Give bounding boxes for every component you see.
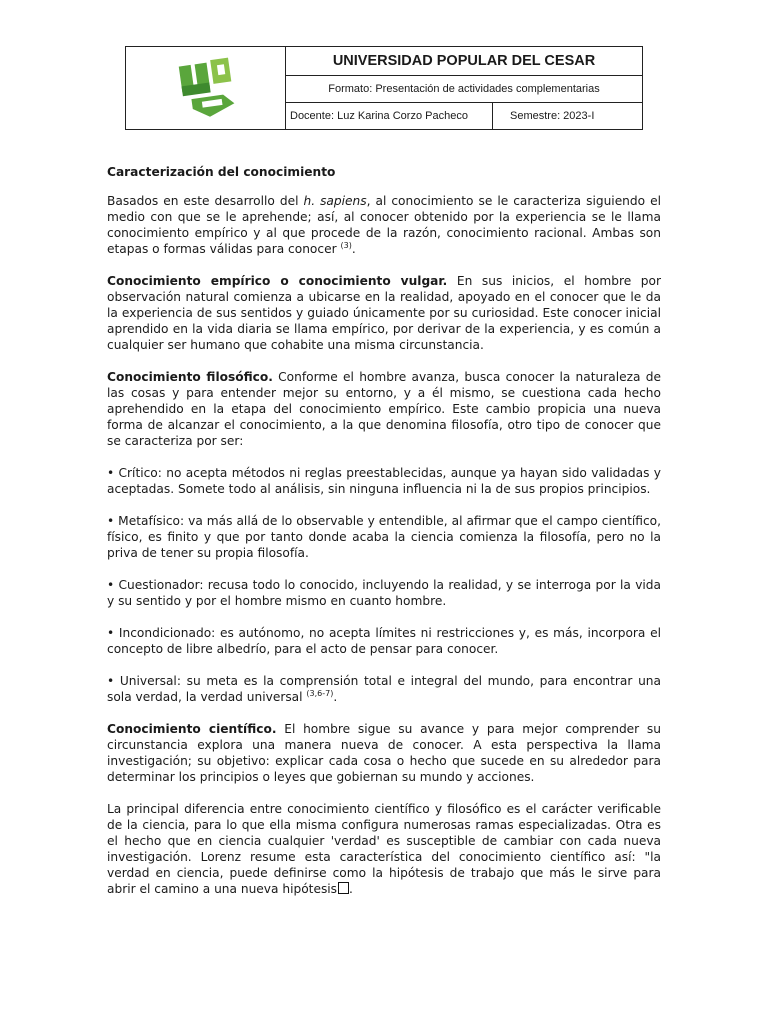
universal-end: . <box>333 690 338 704</box>
filosofico-label: Conocimiento filosófico. <box>107 370 273 384</box>
intro-paragraph <box>107 193 661 257</box>
cientifico-text: El hombre sigue su avance y para mejor comprender su circunstancia explora una manera nueva de conocer. A esta perspectiva la llama investigación; su objetivo: explicar cada cosa o hecho que sucede en su alrededor para determinar los principios o leyes que gobiernan su mundo y acciones. <box>107 722 662 784</box>
intro-end: . <box>351 242 356 256</box>
bullet-cuestionador: • Cuestionador: recusa todo lo conocido, incluyendo la realidad, y se interroga por la vida y su sentido y por el hombre mismo en cuanto hombre. <box>107 578 661 608</box>
intro-text-b: , al conocimiento se le caracteriza siguiendo el medio con que se le aprehende; así, al conocer obtenido por la experiencia se le llama conocimiento empírico y al que procede de la razón, conocimiento racional. Ambas son etapas o formas válidas para conocer <box>107 194 661 256</box>
final-text: La principal diferencia entre conocimiento científico y filosófico es el carácter verificable de la ciencia, para lo que ella misma configura numerosas ramas especializadas. Otra es el hecho que en ciencia cualquier 'verdad' es susceptible de cambiar con cada nueva investigación. Lorenz resume esta característica del conocimiento científico así: "la verdad en ciencia, puede definirse como la hipótesis de trabajo que más le sirve para abrir el camino a una nueva hipótesis <box>107 802 661 896</box>
format-label: Formato: Presentación de actividades complementarias <box>286 76 642 103</box>
semester-label: Semestre: 2023-I <box>510 110 595 122</box>
bullet-universal <box>107 673 661 705</box>
universal-reference: (3,6-7) <box>306 689 334 698</box>
universal-text: • Universal: su meta es la comprensión total e integral del mundo, para encontrar una sola verdad, la verdad universal <box>107 674 661 704</box>
intro-text-a: Basados en este desarrollo del <box>107 194 304 208</box>
bullet-metafisico: • Metafísico: va más allá de lo observable y entendible, al afirmar que el campo científico, físico, es finito y que por tanto donde acaba la ciencia comienza la filosofía, pero no la priva de tener su propia filosofía. <box>107 514 661 560</box>
teacher-label: Docente: Luz Karina Corzo Pacheco <box>286 103 493 129</box>
logo-cell <box>126 47 286 129</box>
bullet-critico: • Crítico: no acepta métodos ni reglas preestablecidas, aunque ya hayan sido validadas y aceptadas. Somete todo al análisis, sin ninguna influencia ni la de sus propios principios. <box>107 466 661 496</box>
empirico-text: En sus inicios, el hombre por observación natural comienza a ubicarse en la realidad, apoyado en el conocer que le da la experiencia de sus sentidos y guiado únicamente por su curiosidad. Este conocer inicial aprendido en la vida diaria se llama empírico, por derivar de la experiencia, y es común a cualquier ser humano que cohabite una misma circunstancia. <box>107 274 661 352</box>
filosofico-text: Conforme el hombre avanza, busca conocer la naturaleza de las cosas y para entender mejor su entorno, y a él mismo, se cuestiona cada hecho aprehendido en la etapa del conocimiento empírico. Este cambio propicia una nueva forma de alcanzar el conocimiento, a la que denomina filosofía, otro tipo de conocer que se caracteriza por ser: <box>107 370 661 448</box>
upc-logo-icon <box>176 55 236 121</box>
cientifico-label: Conocimiento científico. <box>107 722 277 736</box>
bullet-incondicionado: • Incondicionado: es autónomo, no acepta límites ni restricciones y, es más, incorpora el concepto de libre albedrío, para el acto de pensar para conocer. <box>107 626 661 656</box>
empirico-label: Conocimiento empírico o conocimiento vulgar. <box>107 274 448 288</box>
section-title: Caracterización del conocimiento <box>107 165 336 179</box>
missing-glyph-icon <box>338 882 349 894</box>
final-end: . <box>349 882 353 896</box>
cientifico-paragraph <box>107 721 661 785</box>
document-body <box>107 164 661 913</box>
header-table <box>125 46 643 130</box>
intro-reference: (3) <box>340 241 352 250</box>
intro-species: h. sapiens <box>303 194 367 208</box>
university-name: UNIVERSIDAD POPULAR DEL CESAR <box>286 47 642 76</box>
final-paragraph <box>107 801 661 897</box>
empirico-paragraph <box>107 273 661 353</box>
filosofico-paragraph <box>107 369 661 449</box>
